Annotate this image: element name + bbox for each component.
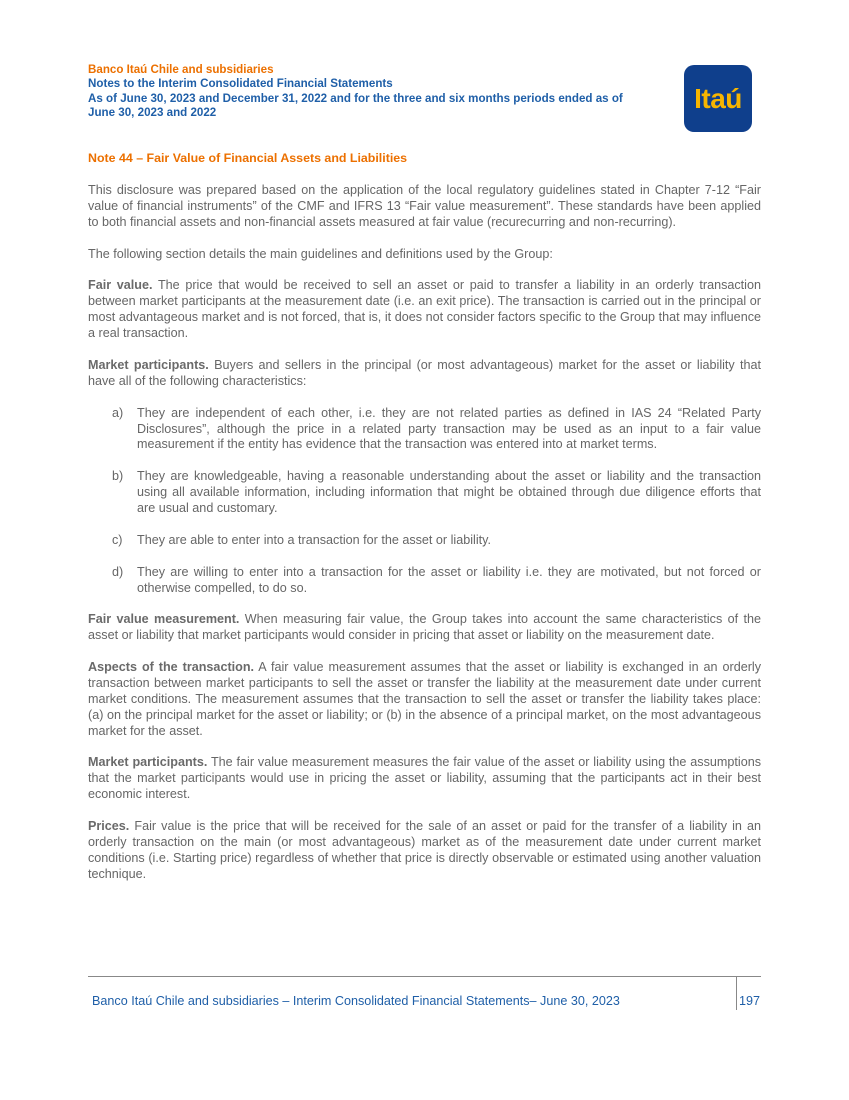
list-item-text: They are willing to enter into a transaction for the asset or liability i.e. they are motivated, but not forced or otherwise compelled, to do so.: [137, 564, 761, 595]
prices-paragraph: [88, 819, 761, 883]
header-period-line2: June 30, 2023 and 2022: [88, 106, 217, 120]
list-item: [88, 565, 761, 597]
market-participants-2-text: The fair value measurement measures the fair value of the asset or liability using the assumptions that the market participants would use in pricing the asset or liability, assuming that the participants act in their best economic interest.: [88, 755, 761, 802]
list-item: [88, 469, 761, 517]
page-header: [88, 63, 673, 121]
fair-value-term: Fair value.: [88, 278, 153, 293]
list-marker: c): [112, 532, 123, 547]
aspects-paragraph: [88, 660, 761, 740]
list-marker: b): [112, 469, 124, 484]
list-item-text: They are knowledgeable, having a reasonable understanding about the asset or liability and the transaction using all available information, including information that might be obtained through due diligence efforts that are usual and customary.: [137, 469, 761, 516]
fair-value-measurement-text: When measuring fair value, the Group takes into account the same characteristics of the asset or liability that market participants would consider in pricing that asset or liability on the measurement date.: [88, 612, 761, 643]
characteristics-list: [88, 406, 761, 597]
aspects-text: A fair value measurement assumes that the asset or liability is exchanged in an orderly transaction between market participants to sell the asset or transfer the liability at the measurement date under current market conditions. The measurement assumes that the transaction to sell the asset or transfer the liability takes place: (a) on the principal market for the asset or liability; or (b) in the absence of a principal market, on the most advantageous market for the asset.: [88, 660, 761, 738]
guidelines-intro: The following section details the main guidelines and definitions used by the Group:: [88, 246, 553, 261]
list-item-text: They are independent of each other, i.e. they are not related parties as defined in IAS 24 “Related Party Disclosures”, although the price in a related party transaction may be used as an input to a fair value measurement if the entity has evidence that the transaction was entered into at market terms.: [137, 405, 761, 452]
market-participants-2-term: Market participants.: [88, 755, 208, 770]
page-number: 197: [739, 994, 761, 1008]
header-company: Banco Itaú Chile and subsidiaries: [88, 63, 274, 76]
header-subtitle: Notes to the Interim Consolidated Financial Statements: [88, 77, 393, 91]
market-participants-text: Buyers and sellers in the principal (or most advantageous) market for the asset or liability that have all of the following characteristics:: [88, 357, 762, 388]
fair-value-measurement-term: Fair value measurement.: [88, 612, 240, 627]
fair-value-measurement-paragraph: [88, 612, 761, 644]
fair-value-text: The price that would be received to sell an asset or paid to transfer a liability in an orderly transaction between market participants at the measurement date (i.e. an exit price). The transaction is carried out in the principal or most advantageous market and is not forced, that is, it does not consider factors specific to the Group that may influence a real transaction.: [88, 278, 761, 341]
list-marker: a): [112, 405, 124, 420]
prices-term: Prices.: [88, 819, 130, 834]
list-item: [88, 533, 761, 549]
header-period-line1: As of June 30, 2023 and December 31, 2022 and for the three and six months periods ended as of: [88, 91, 623, 105]
aspects-term: Aspects of the transaction.: [88, 660, 255, 675]
prices-text: Fair value is the price that will be received for the sale of an asset or paid for the transfer of a liability in an orderly transaction on the main (or most advantageous) market as of the measurement date under current market conditions (i.e. Starting price) regardless of whether that price is directly observable or estimated using another valuation technique.: [88, 819, 761, 881]
intro-paragraph: This disclosure was prepared based on the application of the local regulatory guidelines stated in Chapter 7-12 “Fair value of financial instruments” of the CMF and IFRS 13 “Fair value measurement”. These standards have been applied to both financial assets and non-financial assets measured at fair value (recurecurring and non-recurring).: [88, 183, 761, 229]
list-item-text: They are able to enter into a transaction for the asset or liability.: [137, 532, 491, 547]
footer-divider: [88, 976, 761, 977]
list-item: [88, 406, 761, 454]
note-body: [88, 183, 761, 899]
market-participants-2-paragraph: [88, 755, 761, 803]
fair-value-paragraph: [88, 278, 761, 342]
itau-logo: [684, 65, 752, 132]
footer-text: Banco Itaú Chile and subsidiaries – Interim Consolidated Financial Statements– June 30, 2023: [92, 994, 620, 1008]
market-participants-term: Market participants.: [88, 357, 209, 372]
note-title: Note 44 – Fair Value of Financial Assets and Liabilities: [88, 151, 408, 165]
market-participants-paragraph: [88, 358, 761, 390]
footer-page-divider: [736, 976, 737, 1010]
logo-text: Itaú: [694, 82, 742, 114]
list-marker: d): [112, 564, 124, 579]
